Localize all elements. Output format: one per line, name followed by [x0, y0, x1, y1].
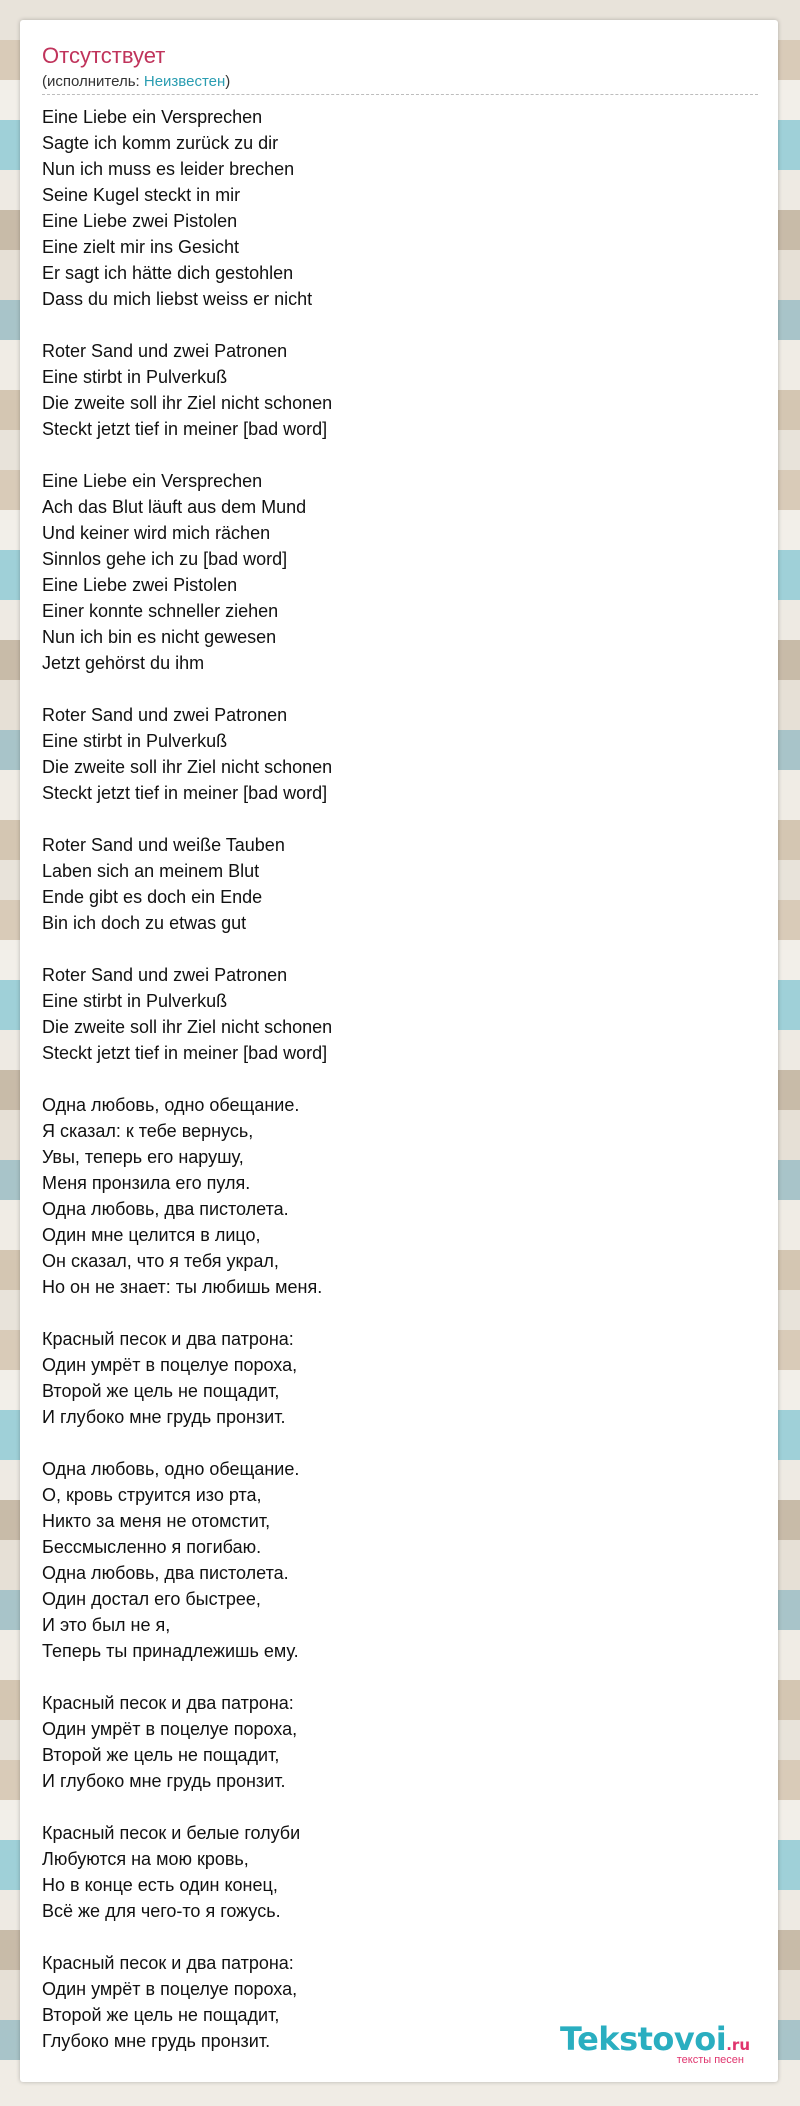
lyric-line: О, кровь струится изо рта,	[42, 1485, 262, 1505]
lyric-line: Один умрёт в поцелуе пороха,	[42, 1979, 298, 1999]
song-title: Отсутствует	[42, 43, 166, 68]
lyric-line: И это был не я,	[42, 1615, 171, 1635]
performer-prefix: (исполнитель:	[42, 73, 144, 90]
lyric-line: Любуются на мою кровь,	[42, 1849, 249, 1869]
lyric-line: Steckt jetzt tief in meiner [bad word]	[42, 419, 328, 439]
lyric-line: Красный песок и два патрона:	[42, 1329, 294, 1349]
lyric-line: Eine stirbt in Pulverkuß	[42, 367, 228, 387]
lyric-line: Всё же для чего-то я гожусь.	[42, 1901, 281, 1921]
lyric-line: Nun ich muss es leider brechen	[42, 159, 295, 179]
lyric-line: Бессмысленно я погибаю.	[42, 1537, 262, 1557]
lyrics-card	[20, 20, 778, 2082]
lyric-line: Bin ich doch zu etwas gut	[42, 913, 247, 933]
lyric-line: Одна любовь, одно обещание.	[42, 1095, 300, 1115]
lyric-line: Steckt jetzt tief in meiner [bad word]	[42, 783, 328, 803]
performer-link[interactable]: Неизвестен	[143, 73, 226, 90]
lyric-line: Seine Kugel steckt in mir	[42, 185, 241, 205]
lyric-line: И глубоко мне грудь пронзит.	[42, 1407, 286, 1427]
lyric-line: Но в конце есть один конец,	[42, 1875, 278, 1895]
performer-suffix: )	[225, 73, 231, 90]
lyric-line: Er sagt ich hätte dich gestohlen	[42, 263, 294, 283]
lyric-line: Eine zielt mir ins Gesicht	[42, 237, 240, 257]
lyric-line: Меня пронзила его пуля.	[42, 1173, 251, 1193]
stanza	[42, 1456, 758, 1664]
lyric-line: Und keiner wird mich rächen	[42, 523, 271, 543]
lyric-line: Теперь ты принадлежишь ему.	[42, 1641, 299, 1661]
logo-tld: .ru	[726, 2036, 750, 2054]
lyric-line: Я сказал: к тебе вернусь,	[42, 1121, 254, 1141]
stanza	[42, 1326, 758, 1430]
lyric-line: Одна любовь, два пистолета.	[42, 1199, 289, 1219]
logo-tagline: тексты песен	[676, 2054, 744, 2066]
lyric-line: Одна любовь, два пистолета.	[42, 1563, 289, 1583]
lyric-line: Einer konnte schneller ziehen	[42, 601, 279, 621]
lyric-line: Jetzt gehörst du ihm	[42, 653, 205, 673]
lyric-line: Второй же цель не пощадит,	[42, 2005, 280, 2025]
lyric-line: Увы, теперь его нарушу,	[42, 1147, 244, 1167]
lyrics-body	[42, 104, 758, 2054]
lyric-line: Один мне целится в лицо,	[42, 1225, 261, 1245]
stanza	[42, 702, 758, 806]
lyric-line: Dass du mich liebst weiss er nicht	[42, 289, 313, 309]
lyric-line: Nun ich bin es nicht gewesen	[42, 627, 277, 647]
lyric-line: Eine Liebe ein Versprechen	[42, 107, 263, 127]
stanza	[42, 1690, 758, 1794]
stanza	[42, 468, 758, 676]
stanza	[42, 338, 758, 442]
lyric-line: Laben sich an meinem Blut	[42, 861, 260, 881]
tekstovoi-logo[interactable]	[560, 2022, 750, 2066]
lyric-line: Глубоко мне грудь пронзит.	[42, 2031, 271, 2051]
lyric-line: Eine Liebe zwei Pistolen	[42, 575, 238, 595]
lyric-line: Второй же цель не пощадит,	[42, 1745, 280, 1765]
lyric-line: Die zweite soll ihr Ziel nicht schonen	[42, 1017, 333, 1037]
lyric-line: Ende gibt es doch ein Ende	[42, 887, 263, 907]
lyric-line: Но он не знает: ты любишь меня.	[42, 1277, 323, 1297]
stanza	[42, 1820, 758, 1924]
stanza	[42, 962, 758, 1066]
lyric-line: Одна любовь, одно обещание.	[42, 1459, 300, 1479]
lyric-line: Один умрёт в поцелуе пороха,	[42, 1719, 298, 1739]
lyric-line: Один достал его быстрее,	[42, 1589, 261, 1609]
stanza	[42, 832, 758, 936]
lyric-line: И глубоко мне грудь пронзит.	[42, 1771, 286, 1791]
lyric-line: Eine stirbt in Pulverkuß	[42, 731, 228, 751]
stanza	[42, 1092, 758, 1300]
lyric-line: Roter Sand und zwei Patronen	[42, 705, 288, 725]
lyric-line: Красный песок и два патрона:	[42, 1693, 294, 1713]
lyric-line: Он сказал, что я тебя украл,	[42, 1251, 279, 1271]
lyric-line: Eine stirbt in Pulverkuß	[42, 991, 228, 1011]
logo-main-text: Tekstovoi	[560, 2020, 727, 2058]
lyric-line: Ach das Blut läuft aus dem Mund	[42, 497, 307, 517]
lyric-line: Красный песок и два патрона:	[42, 1953, 294, 1973]
lyric-line: Die zweite soll ihr Ziel nicht schonen	[42, 393, 333, 413]
lyric-line: Никто за меня не отомстит,	[42, 1511, 271, 1531]
lyric-line: Roter Sand und zwei Patronen	[42, 965, 288, 985]
stanza	[42, 104, 758, 312]
lyric-line: Один умрёт в поцелуе пороха,	[42, 1355, 298, 1375]
performer-line	[42, 72, 230, 92]
lyric-line: Eine Liebe ein Versprechen	[42, 471, 263, 491]
lyric-line: Eine Liebe zwei Pistolen	[42, 211, 238, 231]
lyric-line: Roter Sand und weiße Tauben	[42, 835, 285, 855]
lyric-line: Sagte ich komm zurück zu dir	[42, 133, 279, 153]
lyric-line: Красный песок и белые голуби	[42, 1823, 301, 1843]
lyric-line: Steckt jetzt tief in meiner [bad word]	[42, 1043, 328, 1063]
title-divider	[42, 94, 758, 95]
lyric-line: Второй же цель не пощадит,	[42, 1381, 280, 1401]
lyric-line: Sinnlos gehe ich zu [bad word]	[42, 549, 288, 569]
lyric-line: Die zweite soll ihr Ziel nicht schonen	[42, 757, 333, 777]
lyric-line: Roter Sand und zwei Patronen	[42, 341, 288, 361]
